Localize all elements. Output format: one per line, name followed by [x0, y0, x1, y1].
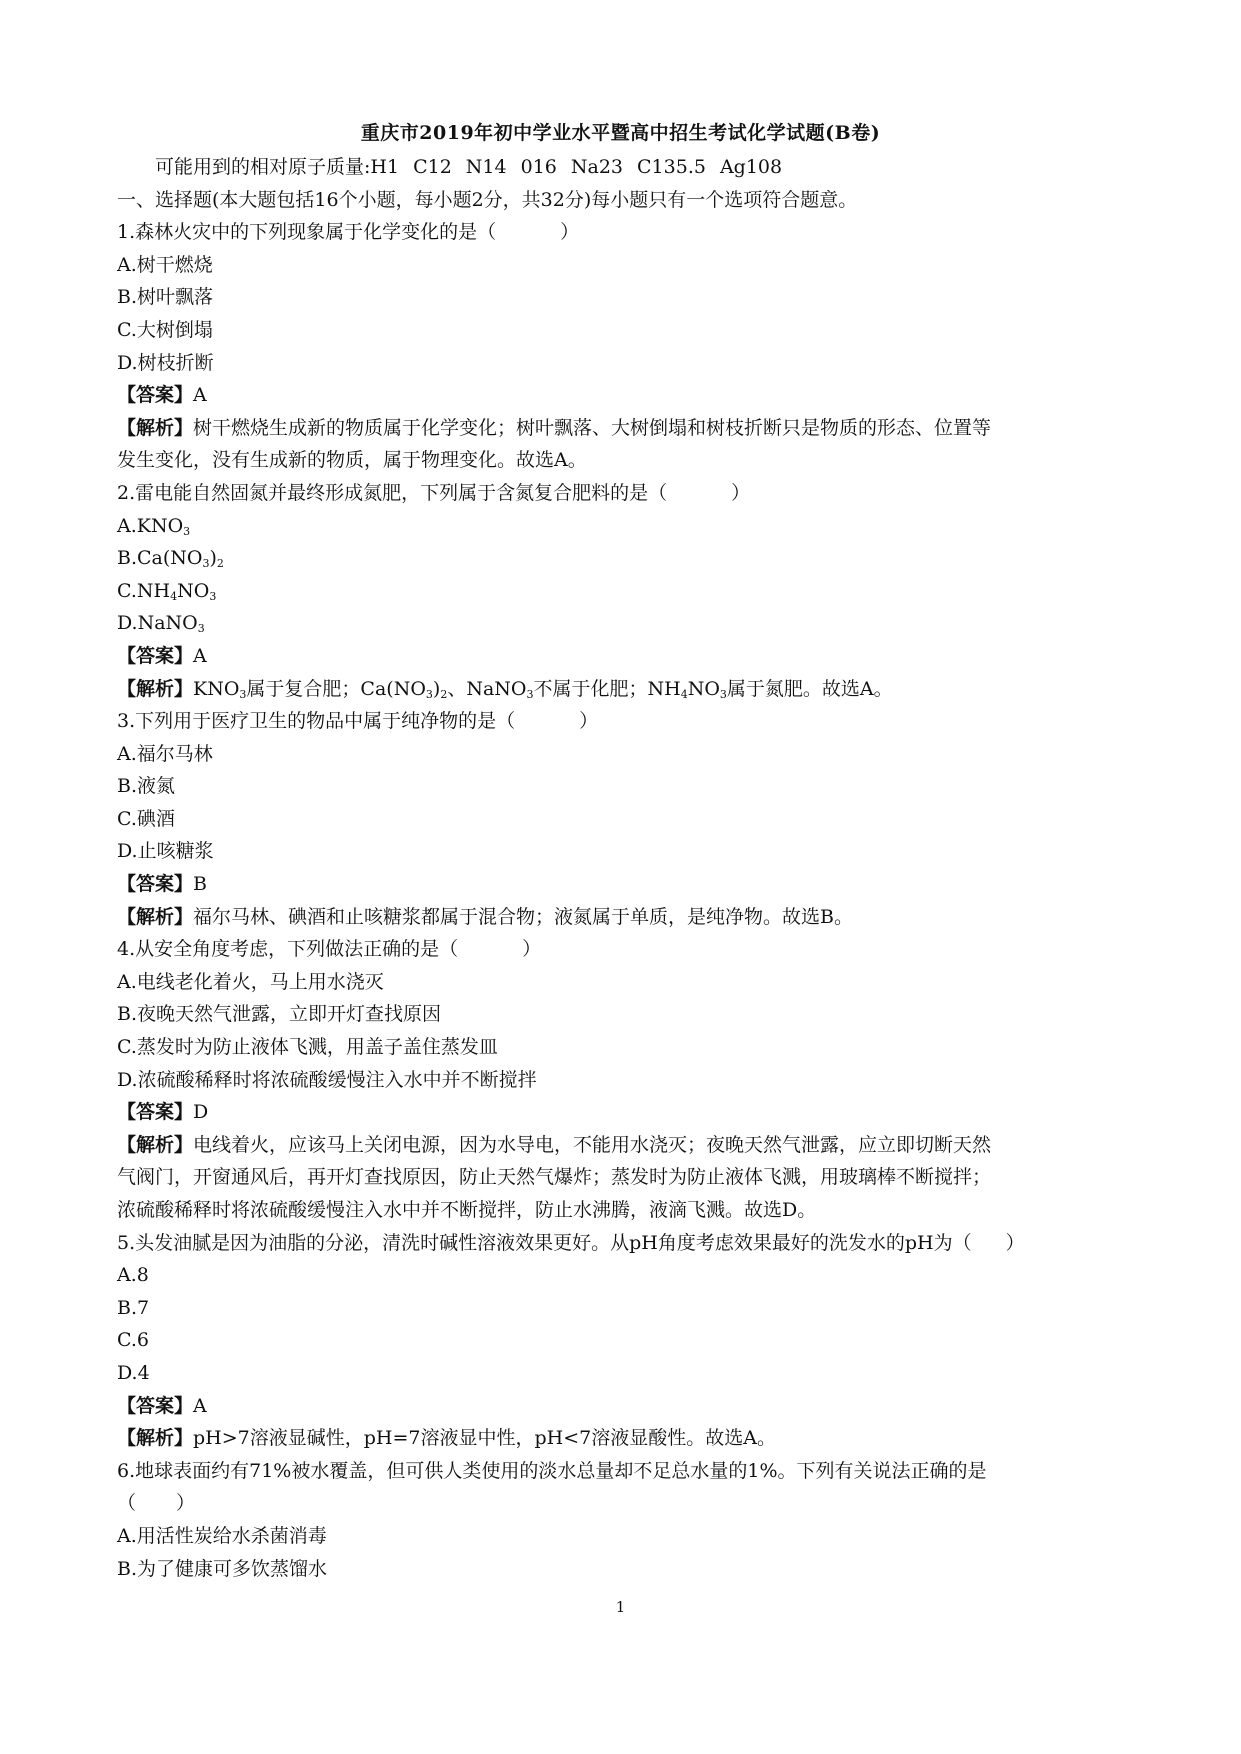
answer-value: D: [193, 1101, 209, 1124]
atomic-masses-line: [117, 151, 1137, 184]
option-b: B.树叶飘落: [117, 286, 214, 309]
formula-text: ): [209, 547, 217, 570]
option-c: [117, 575, 1137, 608]
atomic-masses-label: 可能用到的相对原子质量:: [155, 156, 371, 178]
atomic-mass: 016: [520, 156, 557, 178]
option-d: D.树枝折断: [117, 351, 214, 374]
atomic-mass: C12: [413, 156, 452, 178]
formula-text: D.NaNO: [117, 612, 198, 635]
question-6-stem: 6.地球表面约有71%被水覆盖，但可供人类使用的淡水总量却不足总水量的1%。下列有关说法正确的是: [117, 1459, 987, 1482]
answer-line: [117, 868, 1137, 901]
analysis-line: [117, 412, 1137, 445]
option-a: A.树干燃烧: [117, 253, 213, 276]
formula-text: C.NH: [117, 579, 171, 602]
paren-close: ）: [579, 710, 599, 733]
answer-label: 【答案】: [117, 644, 194, 667]
subscript: 3: [526, 687, 534, 701]
stem-text: 4.从安全角度考虑，下列做法正确的是（: [117, 938, 459, 961]
option-b: [117, 542, 1137, 575]
subscript: 2: [216, 557, 224, 571]
page-title: 重庆市2019年初中学业水平暨高中招生考试化学试题(B卷): [360, 122, 881, 144]
analysis-text: pH>7溶液显碱性，pH=7溶液显中性，pH<7溶液显酸性。故选A。: [193, 1427, 776, 1450]
subscript: 3: [209, 589, 217, 603]
paren-close: ）: [176, 1492, 196, 1515]
stem-text: 2.雷电能自然固氮并最终形成氮肥，下列属于含氮复合肥料的是（: [117, 481, 668, 504]
paren-close: ）: [1005, 1231, 1025, 1254]
answer-line: [117, 379, 1137, 412]
option-d: D.止咳糖浆: [117, 840, 214, 863]
answer-label: 【答案】: [117, 873, 194, 896]
paren-close: ）: [522, 938, 542, 961]
analysis-text: 属于氮肥。故选A。: [726, 677, 893, 700]
option-d: [117, 607, 1137, 640]
answer-label: 【答案】: [117, 1394, 194, 1417]
answer-line: [117, 640, 1137, 673]
analysis-text: 树干燃烧生成新的物质属于化学变化；树叶飘落、大树倒塌和树枝折断只是物质的形态、位置等: [193, 416, 992, 439]
analysis-text: 福尔马林、碘酒和止咳糖浆都属于混合物；液氮属于单质，是纯净物。故选B。: [193, 905, 853, 928]
subscript: 4: [170, 589, 178, 603]
analysis-line: [117, 1422, 1137, 1455]
page-number: 1: [615, 1598, 626, 1616]
analysis-text: ): [432, 677, 441, 700]
answer-label: 【答案】: [117, 1101, 194, 1124]
option-a: A.8: [117, 1264, 149, 1287]
option-b: B.为了健康可多饮蒸馏水: [117, 1557, 328, 1580]
atomic-mass: C135.5: [637, 156, 706, 178]
analysis-label: 【解析】: [117, 905, 194, 928]
answer-value: A: [193, 384, 207, 407]
subscript: 4: [680, 687, 688, 701]
section-heading: 一、选择题(本大题包括16个小题，每小题2分，共32分)每小题只有一个选项符合题意。: [117, 188, 858, 211]
question-6-paren: [117, 1487, 1137, 1520]
subscript: 2: [440, 687, 448, 701]
option-c: C.碘酒: [117, 807, 175, 830]
question-2-stem: [117, 477, 1137, 510]
stem-text: 5.头发油腻是因为油脂的分泌，清洗时碱性溶液效果更好。从pH角度考虑效果最好的洗发水的pH为（: [117, 1231, 972, 1254]
atomic-mass: Na23: [570, 156, 624, 178]
answer-value: A: [193, 644, 207, 667]
option-b: B.7: [117, 1296, 150, 1319]
question-4-stem: [117, 933, 1137, 966]
analysis-label: 【解析】: [117, 677, 194, 700]
option-a: A.用活性炭给水杀菌消毒: [117, 1524, 327, 1547]
analysis-label: 【解析】: [117, 1427, 194, 1450]
atomic-mass: H1: [370, 156, 400, 178]
analysis-line-cont: 浓硫酸稀释时将浓硫酸缓慢注入水中并不断搅拌，防止水沸腾，液滴飞溅。故选D。: [117, 1199, 817, 1221]
analysis-line: [117, 901, 1137, 934]
question-5-stem: [117, 1227, 1137, 1260]
page-body: [117, 151, 1137, 1585]
subscript: 3: [239, 687, 247, 701]
paren-open: （: [117, 1492, 137, 1515]
answer-line: [117, 1390, 1137, 1423]
option-d: D.4: [117, 1361, 150, 1384]
stem-text: 1.森林火灾中的下列现象属于化学变化的是（: [117, 221, 497, 244]
analysis-label: 【解析】: [117, 1133, 194, 1156]
atomic-mass: N14: [465, 156, 507, 178]
analysis-text: NO: [687, 677, 720, 700]
paren-close: ）: [731, 481, 751, 504]
analysis-text: 属于复合肥；Ca(NO: [246, 677, 426, 700]
stem-text: 3.下列用于医疗卫生的物品中属于纯净物的是（: [117, 710, 516, 733]
formula-text: B.Ca(NO: [117, 547, 203, 570]
option-a: [117, 510, 1137, 543]
formula-text: NO: [177, 579, 210, 602]
analysis-text: 、NaNO: [447, 677, 527, 700]
option-c: C.蒸发时为防止液体飞溅，用盖子盖住蒸发皿: [117, 1036, 498, 1059]
option-a: A.电线老化着火，马上用水浇灭: [117, 970, 384, 993]
analysis-text: 电线着火，应该马上关闭电源，因为水导电，不能用水浇灭；夜晚天然气泄露，应立即切断天然: [193, 1133, 992, 1156]
question-1-stem: [117, 216, 1137, 249]
formula-text: A.KNO: [117, 514, 184, 537]
analysis-label: 【解析】: [117, 416, 194, 439]
answer-value: A: [193, 1394, 207, 1417]
option-c: C.大树倒塌: [117, 318, 213, 341]
subscript: 3: [719, 687, 727, 701]
analysis-text: 不属于化肥；NH: [533, 677, 681, 700]
atomic-mass: Ag108: [719, 156, 783, 178]
answer-label: 【答案】: [117, 384, 194, 407]
analysis-line-cont: 发生变化，没有生成新的物质，属于物理变化。故选A。: [117, 449, 587, 472]
question-3-stem: [117, 705, 1137, 738]
subscript: 3: [202, 557, 210, 571]
paren-close: ）: [560, 221, 580, 244]
analysis-line-cont: 气阀门，开窗通风后，再开灯查找原因，防止天然气爆炸；蒸发时为防止液体飞溅，用玻璃棒不断搅拌；: [117, 1166, 992, 1189]
option-c: C.6: [117, 1329, 149, 1352]
option-b: B.液氮: [117, 775, 176, 798]
analysis-line: [117, 673, 1137, 706]
option-a: A.福尔马林: [117, 742, 213, 765]
analysis-line: [117, 1129, 1137, 1162]
answer-value: B: [193, 873, 207, 896]
option-b: B.夜晚天然气泄露，立即开灯查找原因: [117, 1003, 442, 1026]
option-d: D.浓硫酸稀释时将浓硫酸缓慢注入水中并不断搅拌: [117, 1068, 537, 1091]
subscript: 3: [425, 687, 433, 701]
analysis-text: KNO: [193, 677, 240, 700]
subscript: 3: [183, 524, 191, 538]
subscript: 3: [197, 622, 205, 636]
answer-line: [117, 1096, 1137, 1129]
